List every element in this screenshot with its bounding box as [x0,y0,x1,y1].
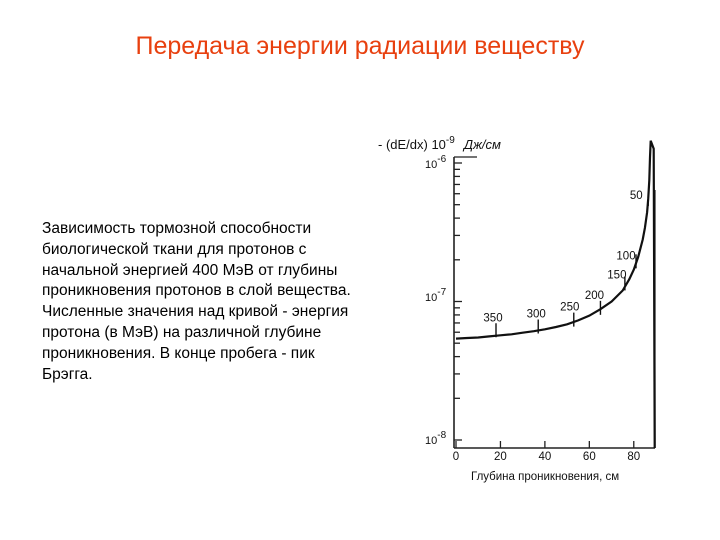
x-tick-label: 40 [538,451,552,463]
energy-label: 50 [629,189,643,202]
energy-label: 250 [560,301,580,314]
y-tick-label-1e-8 [425,430,447,447]
x-axis-label: Глубина проникновения, см [471,471,620,483]
y-tick-label-1e-6 [425,154,447,171]
y-tick-exp: -7 [437,287,447,298]
y-tick-label-1e-7 [425,287,447,304]
y-axis-label-main: - (dE/dx) 10 [378,137,446,152]
energy-label: 150 [607,269,627,282]
caption-line: Брэгга. [42,365,93,383]
y-tick-base: 10 [425,159,438,171]
caption-line: протона (в МэВ) на различной глубине [42,323,322,341]
caption-line: начальной энергией 400 МэВ от глубины [42,261,338,279]
slide-title: Передача энергии радиации веществу [135,32,585,60]
y-axis-label [378,135,501,152]
y-tick-exp: -8 [437,430,447,441]
caption-line: Численные значения над кривой - энергия [42,303,349,321]
energy-annotations [483,190,648,337]
energy-label: 300 [526,308,546,321]
x-tick-label: 20 [494,451,507,463]
x-tick-marks [456,441,634,448]
caption-line: проникновения. В конце пробега - пик [42,344,315,362]
caption-line: проникновения протонов в слой вещества. [42,282,351,300]
caption-line: Зависимость тормозной способности [42,220,312,237]
x-tick-labels [453,451,640,463]
y-minor-ticks [454,163,462,440]
energy-label: 350 [483,312,503,325]
y-axis-label-unit: Дж/см [463,137,501,152]
x-tick-label: 0 [452,451,460,463]
y-axis-label-exponent: -9 [445,135,455,146]
x-tick-label: 60 [582,451,596,463]
stopping-power-curve [456,141,655,448]
y-tick-base: 10 [425,292,438,304]
y-tick-base: 10 [425,435,438,447]
energy-label: 100 [616,250,636,263]
y-tick-exp: -6 [437,154,447,165]
caption-line: биологической ткани для протонов с [42,240,307,258]
x-tick-label: 80 [627,451,641,463]
energy-label: 200 [584,289,605,302]
